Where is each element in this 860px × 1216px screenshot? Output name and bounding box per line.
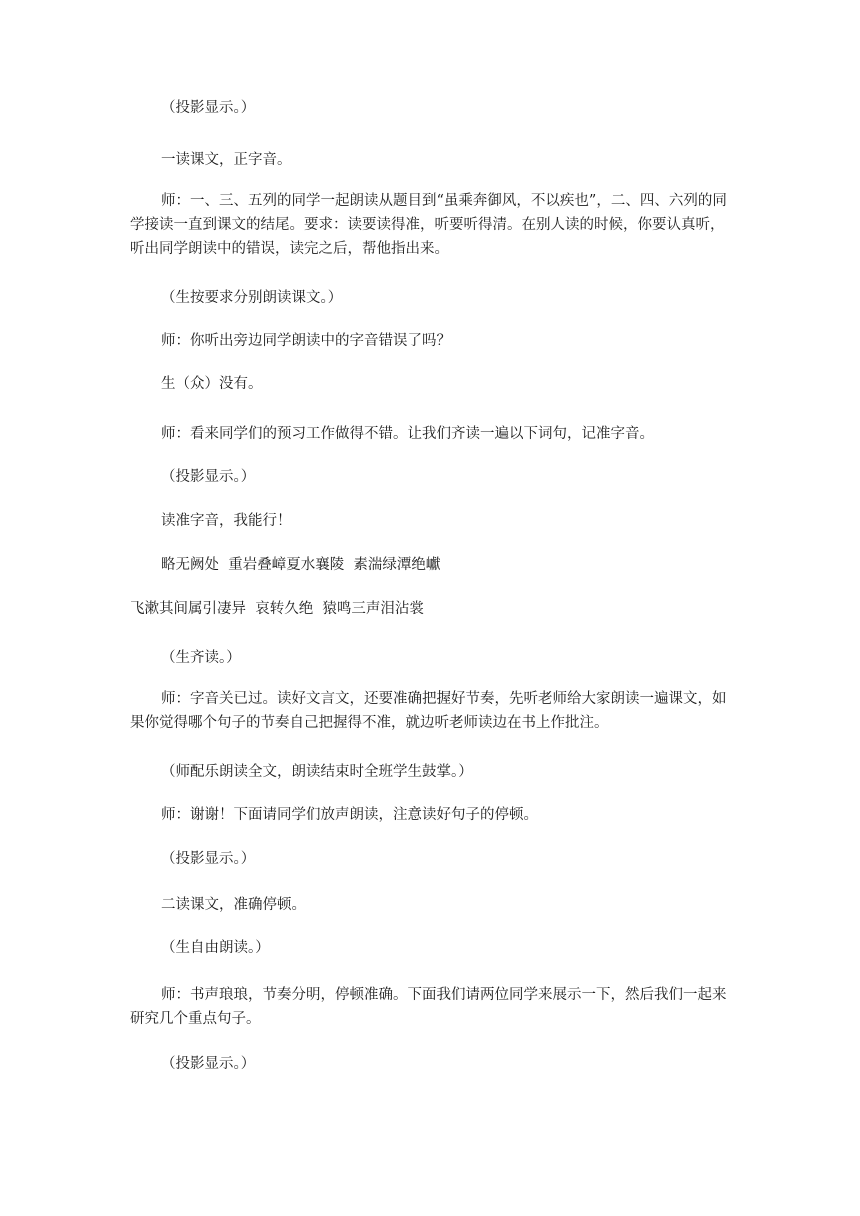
paragraph-12: （生齐读。） (161, 650, 241, 666)
vocab-line-2: 飞漱其间属引凄异 哀转久绝 猿鸣三声泪沾裳 (130, 601, 424, 617)
paragraph-13: 师：字音关已过。读好文言文，还要准确把握好节奏，先听老师给大家朗读一遍课文，如果你觉得哪个句子的节奏自己把握得不准，就边听老师读边在书上作批注。 (130, 691, 727, 731)
paragraph-15: 师：谢谢！下面请同学们放声朗读，注意读好句子的停顿。 (161, 807, 538, 823)
paragraph-19: 师：书声琅琅，节奏分明，停顿准确。下面我们请两位同学来展示一下，然后我们一起来研究几个重点句子。 (130, 987, 727, 1027)
paragraph-18: （生自由朗读。） (161, 940, 270, 956)
paragraph-14: （师配乐朗读全文，朗读结束时全班学生鼓掌。） (161, 764, 473, 780)
paragraph-20: （投影显示。） (161, 1056, 256, 1072)
paragraph-1: （投影显示。） (161, 100, 256, 116)
paragraph-6: 生（众）没有。 (161, 376, 263, 392)
vocab-line-1: 略无阙处 重岩叠嶂夏水襄陵 素湍绿潭绝巘 (161, 557, 441, 573)
paragraph-16: （投影显示。） (161, 851, 256, 867)
paragraph-7: 师：看来同学们的预习工作做得不错。让我们齐读一遍以下词句，记准字音。 (161, 426, 654, 442)
paragraph-8: （投影显示。） (161, 469, 256, 485)
paragraph-17: 二读课文，准确停顿。 (161, 897, 306, 913)
paragraph-4: （生按要求分别朗读课文。） (161, 290, 343, 306)
paragraph-2: 一读课文，正字音。 (161, 152, 292, 168)
paragraph-5: 师：你听出旁边同学朗读中的字音错误了吗？ (161, 333, 451, 349)
paragraph-9: 读准字音，我能行！ (161, 513, 292, 529)
paragraph-3: 师：一、三、五列的同学一起朗读从题目到“虽乘奔御风，不以疾也”，二、四、六列的同学接读一直到课文的结尾。要求：读要读得准，听要听得清。在别人读的时候，你要认真听，听出同学朗读中的错误，读完之后，帮他指出来。 (130, 193, 727, 257)
